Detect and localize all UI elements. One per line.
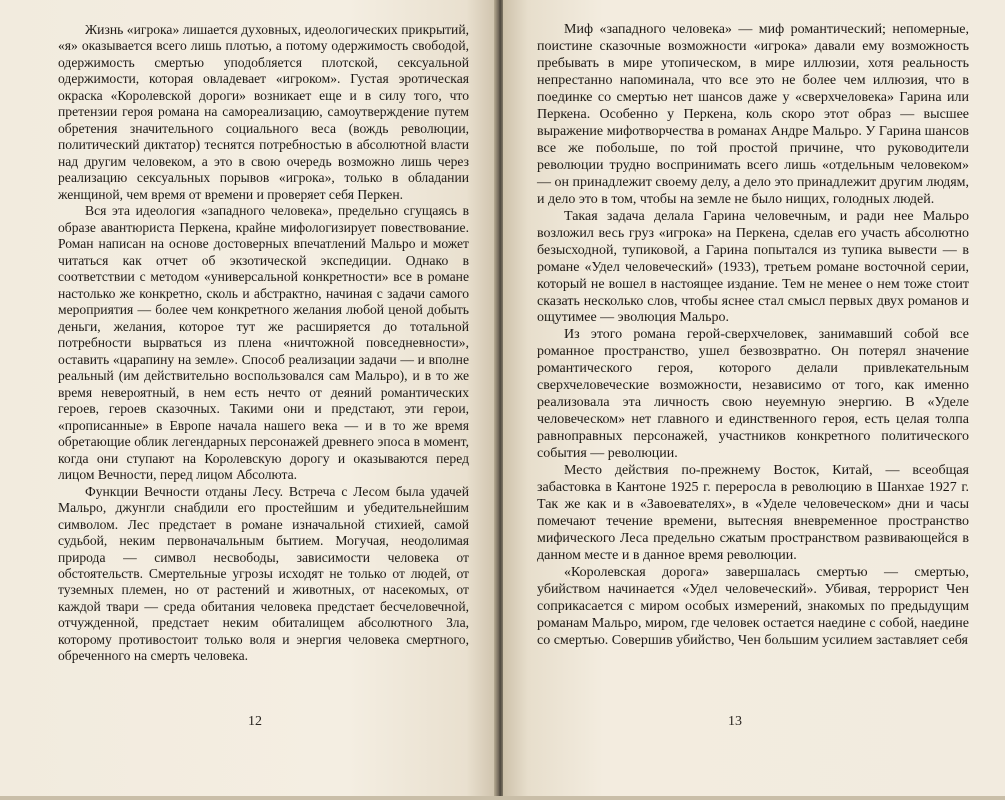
paragraph: «Королевская дорога» завершалась смертью — смертью, убийством начинается «Удел человеческий». Убивая, террорист Чен соприкасается с миром особых измерений, знакомых по предыдущим романам Мальро, миром, где человек остается наедине с собой, наедине со смертью. Совершив убийство, Чен большим усилием заставляет себя (537, 565, 969, 648)
paragraph: Место действия по-прежнему Восток, Китай, — всеобщая забастовка в Кантоне 1925 г. переросла в революцию в Шанхае 1927 г. Так же как и в «Завоевателях», в «Уделе человеческом» дни и часы помечают течение времени, вытесняя вневременное пространство мифического Леса предельно сжатым пространством развивающейся в данном месте и в данное время революции. (537, 463, 969, 564)
paragraph: Жизнь «игрока» лишается духовных, идеологических прикрытий, «я» оказывается всего лишь плотью, а потому одержимость свободой, одержимость смертью уподобляется плотской, сексуальной одержимости, которая овладевает «игроком». Густая эротическая окраска «Королевской дороги» возникает еще и в силу того, что претензии героя романа на самореализацию, самоутверждение путем обретения значительного социального веса (вождь революции, политический диктатор) теснятся потребностью в абсолютной власти над другим человеком, а это в свою очередь возможно лишь через реализацию сексуальных порывов «игрока», только в обладании женщиной, чем время от времени и проверяет себя Перкен. (58, 22, 469, 202)
paragraph: Вся эта идеология «западного человека», предельно сгущаясь в образе авантюриста Перкена, крайне мифологизирует повествование. Роман написан на основе достоверных впечатлений Мальро и может читаться как отчет об экзотической экспедиции. Однако в соответствии с методом «универсальной конкретности» все в романе настолько же конкретно, сколь и абстрактно, начиная с задачи самого мероприятия — более чем конкретного желания любой ценой добыть деньги, желания, которое тут же расширяется до тотальной потребности вырваться из плена «ничтожной повседневности», оставить «царапину на земле». Способ реализации задачи — и вполне реальный (им действительно воспользовался сам Мальро), и в то же время невероятный, в нем есть нечто от деяний романтических героев, героев сказочных. Такими они и предстают, эти герои, «прописанные» в Европе начала нашего века — и в то же время обретающие облик легендарных персонажей древнего эпоса в момент, когда они ступают на Королевскую дорогу и оказываются перед лицом Вечности, перед лицом Абсолюта. (58, 203, 469, 483)
right-page (503, 0, 1005, 800)
paragraph: Такая задача делала Гарина человечным, и ради нее Мальро возложил весь груз «игрока» на Перкена, сделав его участь абсолютно безысходной, тупиковой, а Гарина попытался из тупика вывести — в романе «Удел человеческий» (1933), третьем романе восточной серии, который не вошел в настоящее издание. Тем не менее о нем тоже стоит сказать несколько слов, чтобы яснее стал смысл первых двух романов и ощутимее — эволюция Мальро. (537, 208, 969, 326)
page-number: 13 (728, 714, 742, 729)
right-page-text (537, 22, 969, 650)
paragraph: Из этого романа герой-сверхчеловек, занимавший собой все романное пространство, ушел безвозвратно. Он потерял значение романтического героя, которого делали привлекательным сверхчеловеческие возможности, независимо от того, как именно реализовала эта личность свою неуемную энергию. В «Уделе человеческом» нет главного и единственного героя, есть целая толпа равноправных персонажей, участников конкретного политического события — революции. (537, 327, 969, 462)
paragraph: Миф «западного человека» — миф романтический; непомерные, поистине сказочные возможности «игрока» давали ему возможность пребывать в мире утопическом, в мире иллюзии, хотя реальность непрестанно напоминала, что все это не более чем иллюзия, что в поединке со смертью нет шансов даже у «сверхчеловека» Гарина или Перкена. Особенно у Перкена, коль скоро этот образ — высшее выражение мифотворчества в романах Андре Мальро. У Гарина шансов все же побольше, по той простой причине, что руководители революции трудно воспринимать всего лишь «отдельным человеком» — он принадлежит своему делу, а дело это принадлежит другим людям, и дело это в том, чтобы на земле не было нищих, голодных людей. (537, 22, 969, 207)
page-number: 12 (248, 714, 262, 729)
paragraph: Функции Вечности отданы Лесу. Встреча с Лесом была удачей Мальро, джунгли снабдили его простейшим и убедительнейшим символом. Лес предстает в романе изначальной стихией, самой судьбой, неким первоначальным бытием. Могучая, неодолимая природа — символ несвободы, зависимости человека от обстоятельств. Смертельные угрозы исходят не только от людей, от туземных племен, но от растений и животных, от насекомых, от каждой твари — среда обитания человека предстает бесчеловечной, отчужденной, предстает неким обиталищем абсолютного Зла, которому противостоит только воля и энергия человека смертного, обреченного на смерть человека. (58, 483, 469, 664)
page-bottom-edge (0, 796, 1005, 800)
left-page (0, 0, 496, 800)
left-page-text (58, 22, 469, 665)
